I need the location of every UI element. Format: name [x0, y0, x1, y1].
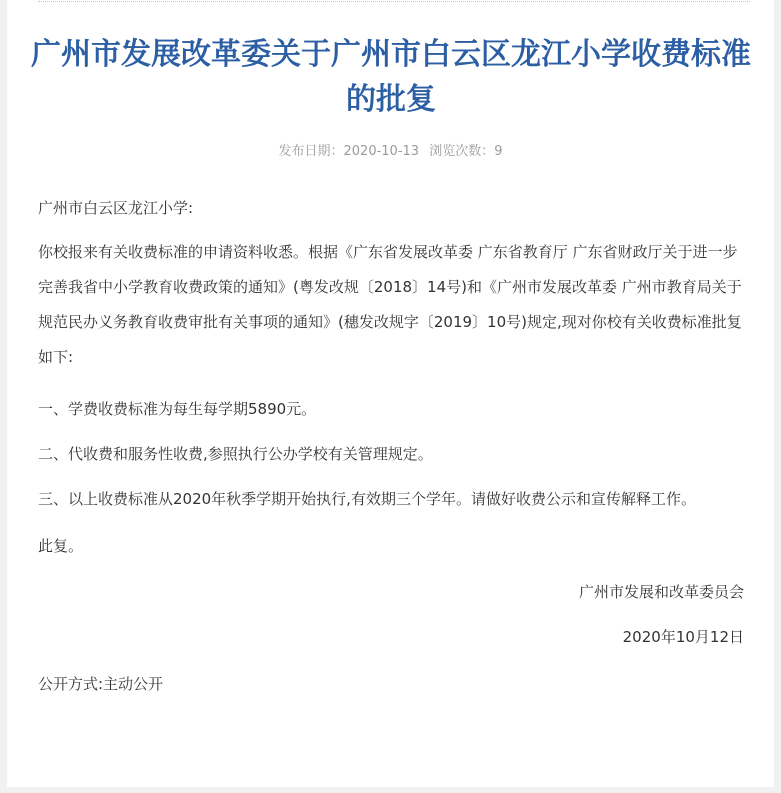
- article-meta: [7, 143, 774, 161]
- list-item: 二、代收费和服务性收费,参照执行公办学校有关管理规定。: [38, 445, 433, 463]
- signature-date: 2020年10月12日: [622, 628, 744, 646]
- signature-organization: 广州市发展和改革委员会: [578, 583, 744, 601]
- publish-date-label: 发布日期：: [278, 144, 344, 159]
- article-panel: [7, 0, 774, 787]
- views-label: 浏览次数：: [429, 144, 495, 159]
- views-count: 9: [494, 144, 503, 159]
- article-title: 广州市发展改革委关于广州市白云区龙江小学收费标准的批复: [31, 37, 751, 117]
- closing-line: 此复。: [38, 537, 84, 555]
- list-item: 三、以上收费标准从2020年秋季学期开始执行,有效期三个学年。请做好收费公示和宣传解释工作。: [38, 490, 696, 508]
- disclosure-method: 公开方式:主动公开: [38, 675, 164, 693]
- list-item: 一、学费收费标准为每生每学期5890元。: [38, 400, 317, 418]
- intro-paragraph: 你校报来有关收费标准的申请资料收悉。根据《广东省发展改革委 广东省教育厅 广东省财政厅关于进一步完善我省中小学教育收费政策的通知》(粤发改规〔2018〕14号)和《广州市发展改革委 广州市教育局关于规范民办义务教育收费审批有关事项的通知》(穗发改规字〔2019〕10号)规定,现对你校有关收费标准批复如下:: [38, 243, 742, 366]
- top-divider: [38, 1, 750, 2]
- publish-date: 2020-10-13: [343, 144, 420, 159]
- salutation: 广州市白云区龙江小学:: [38, 199, 194, 217]
